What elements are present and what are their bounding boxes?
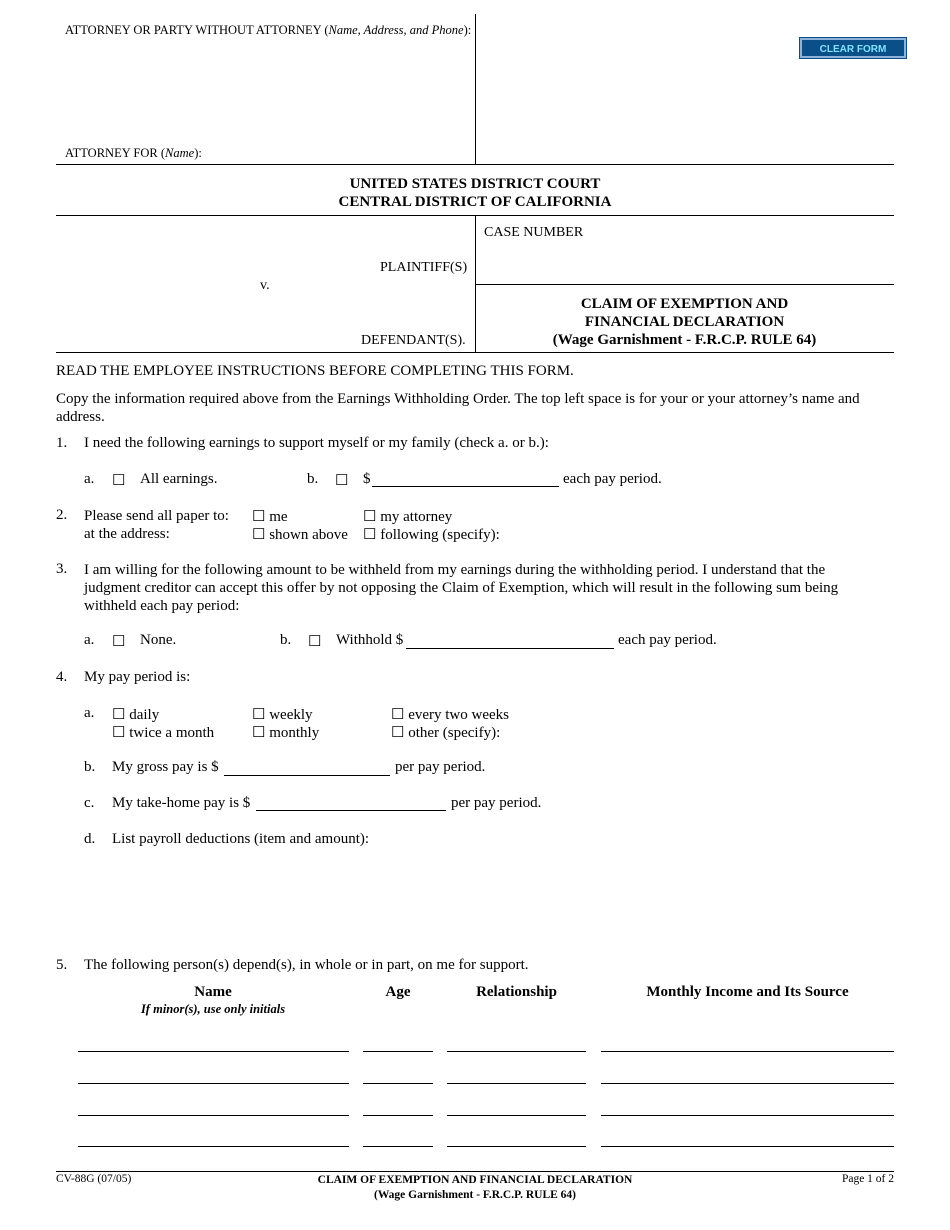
attorney-info-field[interactable] [65, 42, 469, 146]
item2-number: 2. [56, 507, 68, 523]
dep-name-field[interactable] [78, 1095, 353, 1115]
checkbox-icon: ☐ [363, 509, 377, 525]
dep-income-line [601, 1083, 894, 1084]
item1-amount-field[interactable] [372, 468, 561, 488]
item1-a-letter: a. [84, 471, 95, 487]
item3-amount-field[interactable] [406, 629, 616, 649]
col-age-header: Age [385, 984, 411, 1000]
item4-opt-twice[interactable]: ☐ twice a month [112, 725, 215, 741]
plaintiff-label: PLAINTIFF(S) [380, 260, 468, 275]
dep-age-field[interactable] [363, 1031, 437, 1051]
dep-age-line [363, 1115, 433, 1116]
item3-number: 3. [56, 561, 68, 577]
checkbox-icon: ☐ [391, 725, 405, 741]
form-id: CV-88G (07/05) [56, 1173, 132, 1185]
item4-opt-other[interactable]: ☐ other (specify): [391, 725, 501, 741]
payroll-deductions-field[interactable] [112, 852, 896, 948]
gross-pay-line [224, 775, 390, 776]
dep-name-field[interactable] [78, 1063, 353, 1083]
take-home-pay-field[interactable] [256, 792, 448, 812]
dep-relationship-field[interactable] [447, 1063, 590, 1083]
dep-name-field[interactable] [78, 1126, 353, 1146]
item4-opt-monthly[interactable]: ☐ monthly [252, 725, 320, 741]
defendant-label: DEFENDANT(S). [361, 333, 466, 348]
item3-a-text: None. [140, 632, 177, 648]
checkbox-icon: ☐ [252, 707, 266, 723]
item3-a-letter: a. [84, 632, 95, 648]
item1-dollar: $ [363, 471, 371, 487]
item4-number: 4. [56, 669, 68, 685]
item1-b-checkbox[interactable]: ☐ [335, 473, 349, 489]
case-number-field[interactable] [484, 250, 888, 278]
item5-number: 5. [56, 957, 68, 973]
dep-income-line [601, 1051, 894, 1052]
dep-relationship-field[interactable] [447, 1126, 590, 1146]
item3-b-suffix: each pay period. [618, 632, 717, 648]
item1-a-text: All earnings. [140, 471, 218, 487]
item2-opt-me[interactable]: ☐ me [252, 509, 288, 525]
clear-form-button[interactable]: CLEAR FORM [800, 38, 906, 58]
dep-name-line [78, 1115, 349, 1116]
dep-name-field[interactable] [78, 1031, 353, 1051]
dep-age-line [363, 1083, 433, 1084]
item4-c-letter: c. [84, 795, 95, 811]
item1-b-letter: b. [307, 471, 319, 487]
item4-b-suffix: per pay period. [395, 759, 486, 775]
gross-pay-field[interactable] [224, 756, 392, 776]
form-title: CLAIM OF EXEMPTION AND FINANCIAL DECLARATION (Wage Garnishment - F.R.C.P. RULE 64) [552, 296, 817, 348]
versus-label: v. [260, 278, 270, 293]
dep-relationship-line [447, 1115, 586, 1116]
item4-c-suffix: per pay period. [451, 795, 542, 811]
dep-relationship-line [447, 1051, 586, 1052]
dep-income-field[interactable] [601, 1126, 898, 1146]
item1-b-suffix: each pay period. [563, 471, 662, 487]
dep-name-line [78, 1051, 349, 1052]
item1-amount-line [372, 486, 559, 487]
item2-opt-shown[interactable]: ☐ shown above [252, 527, 348, 543]
item3-amount-line [406, 648, 614, 649]
dep-income-line [601, 1146, 894, 1147]
item4-b-text: My gross pay is $ [112, 759, 219, 775]
case-number-rule [475, 284, 894, 285]
item1-a-checkbox[interactable]: ☐ [112, 473, 126, 489]
dep-age-field[interactable] [363, 1063, 437, 1083]
item2-labels: Please send all paper to: at the address: [84, 508, 229, 542]
item3-b-text: Withhold $ [336, 632, 404, 648]
read-instructions: READ THE EMPLOYEE INSTRUCTIONS BEFORE COMPLETING THIS FORM. [56, 363, 574, 379]
dep-income-field[interactable] [601, 1095, 898, 1115]
dep-income-field[interactable] [601, 1063, 898, 1083]
dep-name-line [78, 1146, 349, 1147]
dep-age-field[interactable] [363, 1126, 437, 1146]
checkbox-icon: ☐ [252, 527, 266, 543]
item5-text: The following person(s) depend(s), in whole or in part, on me for support. [84, 957, 529, 973]
item3-b-checkbox[interactable]: ☐ [308, 634, 322, 650]
dep-name-line [78, 1083, 349, 1084]
item1-number: 1. [56, 435, 68, 451]
header-rule [56, 164, 894, 165]
caption-rule [56, 352, 894, 353]
attorney-for-label: ATTORNEY FOR (Name): [65, 146, 202, 160]
checkbox-icon: ☐ [252, 725, 266, 741]
item4-opt-daily[interactable]: ☐ daily [112, 707, 160, 723]
item4-d-text: List payroll deductions (item and amount): [112, 831, 370, 847]
copy-instructions: Copy the information required above from the Earnings Withholding Order. The top left space is for your or your attorney’s name and address. [56, 391, 860, 425]
item4-c-text: My take-home pay is $ [112, 795, 251, 811]
case-number-label: CASE NUMBER [484, 225, 584, 240]
col-income-header: Monthly Income and Its Source [646, 984, 849, 1000]
attorney-label: ATTORNEY OR PARTY WITHOUT ATTORNEY (Name, Address, and Phone): [65, 23, 472, 37]
dep-relationship-field[interactable] [447, 1095, 590, 1115]
checkbox-icon: ☐ [112, 725, 126, 741]
item3-text: I am willing for the following amount to be withheld from my earnings during the withholding period. I understand that the judgment creditor can accept this offer by not opposing the Claim of Exemption, which will result in the following sum being withheld each pay period: [84, 562, 839, 614]
court-name: UNITED STATES DISTRICT COURT CENTRAL DISTRICT OF CALIFORNIA [338, 176, 612, 210]
item4-opt-two-weeks[interactable]: ☐ every two weeks [391, 707, 509, 723]
col-name-header: Name [194, 984, 232, 1000]
dep-income-line [601, 1115, 894, 1116]
item4-text: My pay period is: [84, 669, 191, 685]
item3-b-letter: b. [280, 632, 292, 648]
col-relationship-header: Relationship [476, 984, 557, 1000]
checkbox-icon: ☐ [252, 509, 266, 525]
dep-relationship-field[interactable] [447, 1031, 590, 1051]
dep-relationship-line [447, 1083, 586, 1084]
dep-age-line [363, 1146, 433, 1147]
header-divider [475, 14, 476, 164]
checkbox-icon: ☐ [112, 707, 126, 723]
item4-a-letter: a. [84, 705, 95, 721]
col-name-subheader: If minor(s), use only initials [140, 1002, 286, 1016]
item1-text: I need the following earnings to support myself or my family (check a. or b.): [84, 435, 549, 451]
dep-income-field[interactable] [601, 1031, 898, 1051]
item2-opt-attorney[interactable]: ☐ my attorney [363, 509, 453, 525]
dep-relationship-line [447, 1146, 586, 1147]
dep-age-line [363, 1051, 433, 1052]
checkbox-icon: ☐ [363, 527, 377, 543]
page-number: Page 1 of 2 [841, 1173, 894, 1185]
item3-a-checkbox[interactable]: ☐ [112, 634, 126, 650]
item4-opt-weekly[interactable]: ☐ weekly [252, 707, 313, 723]
footer-rule [56, 1171, 894, 1172]
footer-title: CLAIM OF EXEMPTION AND FINANCIAL DECLARATION (Wage Garnishment - F.R.C.P. RULE 64) [317, 1174, 633, 1201]
checkbox-icon: ☐ [391, 707, 405, 723]
take-home-pay-line [256, 810, 446, 811]
dep-age-field[interactable] [363, 1095, 437, 1115]
item2-opt-following[interactable]: ☐ following (specify): [363, 527, 500, 543]
item4-d-letter: d. [84, 831, 96, 847]
item4-b-letter: b. [84, 759, 96, 775]
